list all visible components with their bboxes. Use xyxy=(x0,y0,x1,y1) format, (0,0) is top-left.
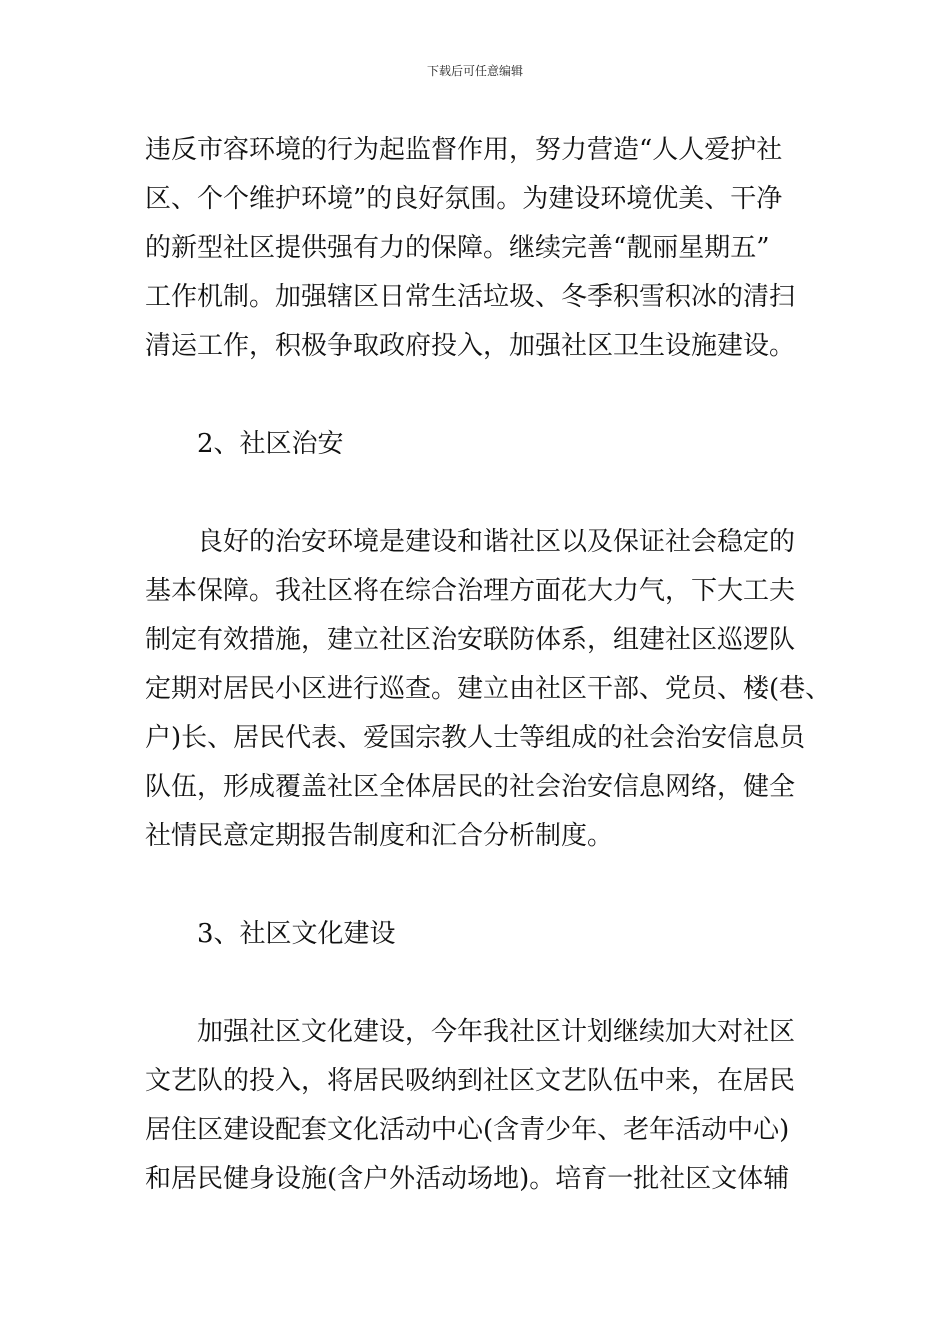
paragraph-line: 居住区建设配套文化活动中心(含青少年、老年活动中心) xyxy=(145,1115,790,1145)
paragraph-spacer xyxy=(145,469,810,518)
paragraph-spacer xyxy=(145,371,810,420)
section-heading-security: 2、社区治安 xyxy=(197,429,344,459)
page-header-note: 下载后可任意编辑 xyxy=(426,64,523,78)
paragraph-line: 区、个个维护环境”的良好氛围。为建设环境优美、干净 xyxy=(145,184,783,214)
paragraph-spacer xyxy=(145,959,810,1008)
paragraph-line: 基本保障。我社区将在综合治理方面花大力气，下大工夫 xyxy=(145,576,796,606)
paragraph-environment xyxy=(145,126,810,371)
paragraph-line: 良好的治安环境是建设和谐社区以及保证社会稳定的 xyxy=(197,527,796,557)
paragraph-security xyxy=(145,518,832,861)
paragraph-line: 文艺队的投入，将居民吸纳到社区文艺队伍中来，在居民 xyxy=(145,1066,796,1096)
paragraph-line: 定期对居民小区进行巡查。建立由社区干部、党员、楼(巷、 xyxy=(145,674,832,704)
paragraph-line: 队伍，形成覆盖社区全体居民的社会治安信息网络，健全 xyxy=(145,772,796,802)
paragraph-line: 工作机制。加强辖区日常生活垃圾、冬季积雪积冰的清扫 xyxy=(145,282,796,312)
paragraph-line: 违反市容环境的行为起监督作用，努力营造“人人爱护社 xyxy=(145,135,783,165)
paragraph-line: 的新型社区提供强有力的保障。继续完善“靓丽星期五” xyxy=(145,233,770,263)
paragraph-culture xyxy=(145,1008,810,1204)
section-heading-culture: 3、社区文化建设 xyxy=(197,919,396,949)
paragraph-line: 加强社区文化建设，今年我社区计划继续加大对社区 xyxy=(197,1017,796,1047)
paragraph-line: 社情民意定期报告制度和汇合分析制度。 xyxy=(145,821,614,851)
paragraph-spacer xyxy=(145,861,810,910)
paragraph-line: 和居民健身设施(含户外活动场地)。培育一批社区文体辅 xyxy=(145,1164,790,1194)
paragraph-line: 清运工作，积极争取政府投入，加强社区卫生设施建设。 xyxy=(145,331,796,361)
paragraph-line: 制定有效措施，建立社区治安联防体系，组建社区巡逻队 xyxy=(145,625,796,655)
paragraph-line: 户)长、居民代表、爱国宗教人士等组成的社会治安信息员 xyxy=(145,723,806,753)
document-body xyxy=(145,126,832,1204)
